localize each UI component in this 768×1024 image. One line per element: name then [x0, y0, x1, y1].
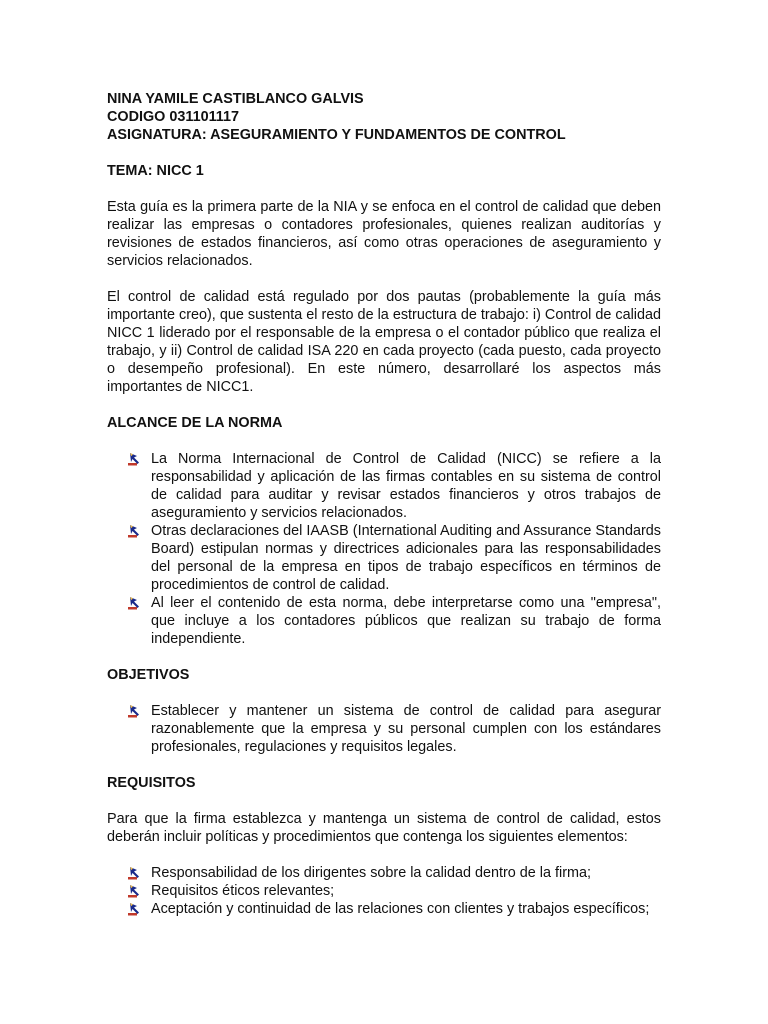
student-name: NINA YAMILE CASTIBLANCO GALVIS: [107, 91, 364, 107]
list-item: Aceptación y continuidad de las relaciones con clientes y trabajos específicos;: [107, 900, 661, 918]
document-page: [107, 90, 661, 918]
subject-line: ASIGNATURA: ASEGURAMIENTO Y FUNDAMENTOS DE CONTROL: [107, 127, 566, 143]
intro-paragraph-2: El control de calidad está regulado por dos pautas (probablemente la guía más importante creo), que sustenta el resto de la estructura de trabajo: i) Control de calidad NICC 1 liderado por el responsable de la empresa o el contador público que realiza el trabajo, y ii) Control de calidad ISA 220 en cada proyecto (cada puesto, cada proyecto o desempeño profesional). En este número, desarrollaré los aspectos más importantes de NICC1.: [107, 289, 661, 395]
list-item: Establecer y mantener un sistema de control de calidad para asegurar razonablemente que la empresa y su personal cumplen con los estándares profesionales, regulaciones y requisitos legales.: [107, 702, 661, 756]
arrow-bullet-icon: [127, 704, 143, 718]
section-heading-alcance: ALCANCE DE LA NORMA: [107, 415, 283, 431]
list-item: Al leer el contenido de esta norma, debe interpretarse como una "empresa", que incluye a los contadores públicos que realizan su trabajo de forma independiente.: [107, 594, 661, 648]
arrow-bullet-icon: [127, 524, 143, 538]
section-heading-requisitos: REQUISITOS: [107, 775, 196, 791]
arrow-bullet-icon: [127, 452, 143, 466]
arrow-bullet-icon: [127, 884, 143, 898]
requisitos-list: [107, 864, 661, 918]
arrow-bullet-icon: [127, 866, 143, 880]
alcance-list: [107, 450, 661, 648]
requisitos-paragraph: Para que la firma establezca y mantenga un sistema de control de calidad, estos deberán incluir políticas y procedimientos que contenga los siguientes elementos:: [107, 811, 661, 845]
list-item: Requisitos éticos relevantes;: [107, 882, 661, 900]
topic-line: TEMA: NICC 1: [107, 163, 204, 179]
arrow-bullet-icon: [127, 596, 143, 610]
section-heading-objetivos: OBJETIVOS: [107, 667, 190, 683]
student-code: CODIGO 031101117: [107, 109, 240, 125]
intro-paragraph-1: Esta guía es la primera parte de la NIA y se enfoca en el control de calidad que deben realizar las empresas o contadores profesionales, quienes realizan auditorías y revisiones de estados financieros, así como otras operaciones de aseguramiento y servicios relacionados.: [107, 199, 661, 269]
objetivos-list: [107, 702, 661, 756]
list-item: Otras declaraciones del IAASB (International Auditing and Assurance Standards Board) estipulan normas y directrices adicionales para las responsabilidades del personal de la empresa en tipos de trabajo específicos en términos de procedimientos de control de calidad.: [107, 522, 661, 594]
list-item: La Norma Internacional de Control de Calidad (NICC) se refiere a la responsabilidad y aplicación de las firmas contables en su sistema de control de calidad para auditar y revisar estados financieros y otros trabajos de aseguramiento y servicios relacionados.: [107, 450, 661, 522]
arrow-bullet-icon: [127, 902, 143, 916]
list-item: Responsabilidad de los dirigentes sobre la calidad dentro de la firma;: [107, 864, 661, 882]
